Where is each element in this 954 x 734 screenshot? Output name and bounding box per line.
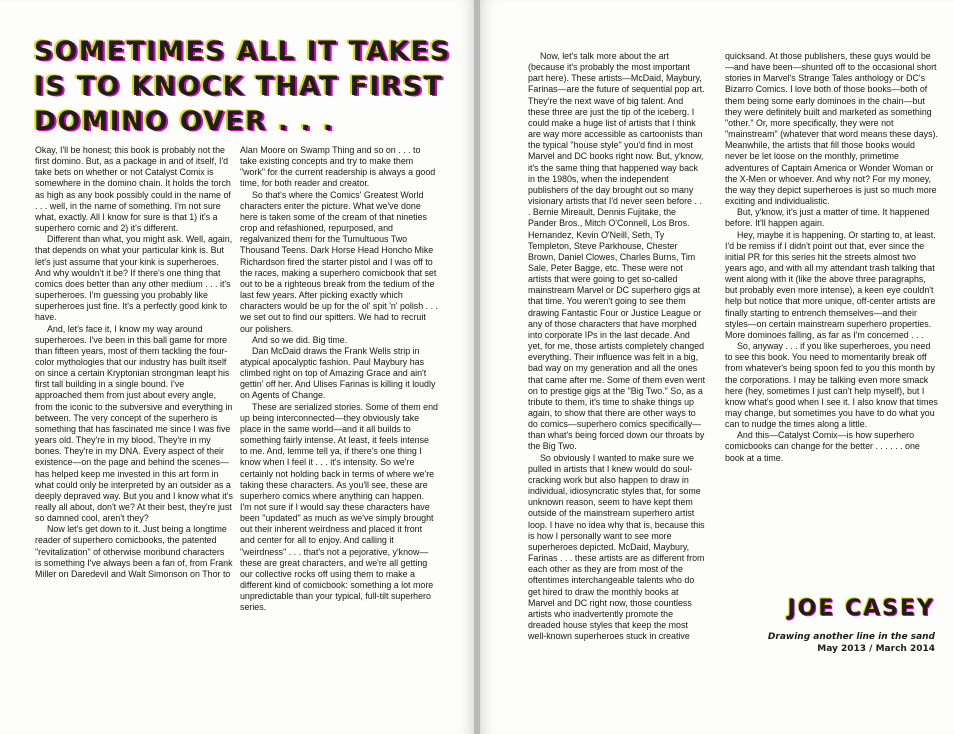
- paragraph: And, let's face it, I know my way around superheroes. I've been in this ball game for more than fifteen years, most of them tackling the four-color mythologies that our industry has built itself on since a certain Kryptonian strongman leapt his first tall building in a single bound. I've approached them from just about every angle, from the iconic to the subversive and everything in between. The very concept of the superhero is something that has fascinated me since I was five years old. They're in my blood. They're in my bones. They're in my DNA. Every aspect of their existence—on the page and behind the scenes—has helped keep me invested in this art form in what could only be interpreted by an outsider as a deeply depraved way. But you and I know what it's really all about, don't we? At their best, they're just so damned cool, aren't they?: [35, 323, 233, 524]
- paragraph: So, anyway . . . if you like superheroes, you need to see this book. You need to momentarily break off from whatever's being spoon fed to you this month by the corporations. I may be talking even more smack here (hey, sometimes I just can't help myself), but I know what's good when I see it. I also know that times may change, but sometimes you have to do what you can to nudge the times along a little.: [725, 341, 938, 430]
- paragraph: Okay, I'll be honest; this book is probably not the first domino. But, as a package in and of itself, I'd take bets on whether or not Catalyst Comix is somewhere in the domino chain. It holds the torch as high as any book possibly could in the name of . . . well, in the name of something. I'm not sure what, exactly. All I know for sure is that 1) it's a superhero comic and 2) it's different.: [35, 145, 231, 234]
- text-column-1: [35, 145, 233, 580]
- paragraph: And this—Catalyst Comix—is how superhero comicbooks can change for the better . . . . . . one book at a time.: [725, 430, 920, 463]
- paragraph: But, y'know, it's just a matter of time. It happened before. It'll happen again.: [725, 207, 930, 229]
- book-gutter: [474, 0, 480, 734]
- paragraph: So that's where the Comics' Greatest World characters enter the picture. What we've done here is taken some of the cream of that nineties crop and refashioned, repurposed, and regalvanized them for the Tumultuous Two Thousand Teens. Dark Horse Head Honcho Mike Richardson fired the starter pistol and I was off to the races, making a superhero comicbook that set out to be a righteous break from the tedium of the last few years. After picking exactly which characters would be up for the ol' spit 'n' polish . . . we set out to find our spitters. We had to recruit our polishers.: [240, 189, 438, 334]
- text-column-2: [240, 145, 438, 614]
- paragraph: quicksand. At those publishers, these guys would be—and have been—shunted off to the occasional short stories in Marvel's Strange Tales anthology or DC's Bizarro Comics. I love both of those books—both of them being some early dominoes in the chain—but they were definitely built and marketed as something "other." Or, more specifically, they were not "mainstream" (whatever that word means these days). Meanwhile, the artists that fill those books would never be let loose on the monthly, primetime adventures of Captain America or Wonder Woman or the X-Men or whoever. And why not? For my money, the way they depict superheroes is just so much more exciting and individualistic.: [725, 51, 938, 207]
- paragraph: Hey, maybe it is happening. Or starting to, at least. I'd be remiss if I didn't point out that, ever since the initial PR for this series hit the streets almost two years ago, and with all my attendant trash talking that went along with it (like the above three paragraphs, but probably even more intense), a keen eye couldn't help but notice that more unique, off-center artists are finally starting to entrench themselves—and their styles—on certain mainstream superhero properties. More dominoes falling, as far as I'm concerned . . .: [725, 229, 936, 340]
- headline-line-3: DOMINO OVER . . .: [34, 106, 335, 137]
- paragraph: So obviously I wanted to make sure we pulled in artists that I knew would do soul-cracking work but also happen to draw in individual, idiosyncratic styles that, for some unknown reason, seem to have kept them outside of the mainstream superhero artist loop. I have no idea why that is, because this is how I personally want to see more superheroes depicted. McDaid, Maybury, Farinas . . . these artists are as different from each other as they are from most of the oftentimes interchangeable talents who do get hired to draw the monthly books at Marvel and DC right now, those countless artists who inadvertently promote the dreaded house styles that keep the most well-known superheroes stuck in creative: [528, 452, 705, 642]
- headline-line-2: IS TO KNOCK THAT FIRST: [34, 71, 444, 102]
- paragraph: Alan Moore on Swamp Thing and so on . . . to take existing concepts and try to make them "work" for the current readership is always a good time, for both reader and creator.: [240, 145, 436, 189]
- text-column-4: [725, 51, 939, 464]
- paragraph: Now, let's talk more about the art (because it's probably the most important part here). These artists—McDaid, Maybury, Farinas—are the future of sequential pop art. They're the next wave of big talent. And these three are just the tip of the iceberg. I could make a huge list of artists that I think are way more accessible as cartoonists than the typical "house style" you'd find in most Marvel and DC books right now. But, y'know, it's the same thing that happened way back in the 1980s, when the independent publishers of the day brought out so many visionary artists that I'd never seen before . . . Bernie Mireault, Dennis Fujitake, the Pander Bros., Mitch O'Connell, Los Bros. Hernandez, Kevin O'Neill, Seth, Ty Templeton, Steve Parkhouse, Chester Brown, Daniel Clowes, Charles Burns, Tim Sale, Peter Bagge, etc. These were not artists that were going to get so-called mainstream Marvel or DC superhero gigs at that time. You weren't going to see them drawing Fantastic Four or Justice League or any of those characters that have morphed into corporate IPs in the last decade. And yet, for me, those artists completely changed everything. Their influence was felt in a big, bad way on my generation and all the ones that came after me. Some of them even went on to prestige gigs at the "Big Two." So, as a tribute to them, it's time to shake things up again, to show that there are other ways to do comics—superhero comics specifically—than what's being forced down our throats by the Big Two.: [528, 51, 706, 452]
- author-signature: JOE CASEY: [787, 596, 935, 621]
- signature-tagline: Drawing another line in the sand: [767, 632, 935, 642]
- paragraph: Dan McDaid draws the Frank Wells strip in atypical apocalyptic fashion. Paul Maybury has climbed right on top of Amazing Grace and ain't gettin' off her. And Ulises Farinas is killing it loudly on Agents of Change.: [240, 345, 436, 401]
- paragraph: And so we did. Big time.: [252, 334, 348, 345]
- article-headline: [34, 34, 464, 139]
- headline-line-1: SOMETIMES ALL IT TAKES: [34, 36, 451, 67]
- paragraph: Now let's get down to it. Just being a longtime reader of superhero comicbooks, the patented "revitalization" of otherwise moribund characters is something I've always been a fan of, from Frank Miller on Daredevil and Walt Simonson on Thor to: [35, 524, 233, 579]
- text-column-3: [528, 51, 706, 642]
- signature-dates: May 2013 / March 2014: [817, 644, 935, 654]
- paragraph: Different than what, you might ask. Well, again, that depends on what your particular kink is. But let's just assume that your kink is superheroes. And why wouldn't it be? If there's one thing that comics does better than any other medium . . . it's superheroes. I'm guessing you probably like superheroes just fine. It's a perfectly good kink to have.: [35, 234, 233, 323]
- paragraph: These are serialized stories. Some of them end up being interconnected—they obviously take place in the same world—and it all builds to something fairly intense. At least, it feels intense to me. And, lemme tell ya, if there's one thing I know when I feel it . . . it's intensity. So we're certainly not holding back in terms of where we're taking these characters. As you'll see, these are superhero comics where anything can happen. I'm not sure if I would say these characters have been "updated" as much as we've simply brought out their inherent weirdness and placed it front and center for all to enjoy. And calling it "weirdness" . . . that's not a pejorative, y'know—these are great characters, and we're all getting our collective rocks off using them to make a different kind of comicbook: something a lot more unpredictable than your typical, full-tilt superhero series.: [240, 401, 438, 613]
